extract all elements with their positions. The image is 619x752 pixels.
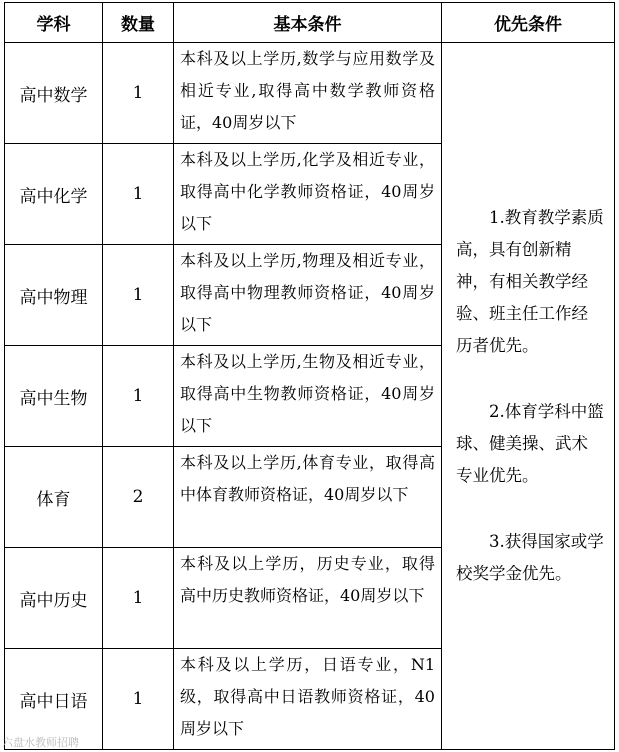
preferred-item: 1.教育教学素质高，具有创新精神，有相关教学经验、班主任工作经历者优先。 <box>456 208 604 355</box>
subject-cell: 高中数学 <box>5 43 103 144</box>
preferred-item: 2.体育学科中篮球、健美操、武术专业优先。 <box>456 402 604 485</box>
header-count: 数量 <box>103 3 174 43</box>
count-cell: 1 <box>103 548 174 649</box>
header-preferred-conditions: 优先条件 <box>442 3 615 43</box>
header-subject: 学科 <box>5 3 103 43</box>
subject-cell: 高中物理 <box>5 245 103 346</box>
subject-cell: 高中化学 <box>5 144 103 245</box>
count-cell: 1 <box>103 245 174 346</box>
count-cell: 2 <box>103 447 174 548</box>
count-cell: 1 <box>103 346 174 447</box>
table-row <box>5 43 615 144</box>
basic-conditions-cell: 本科及以上学历，日语专业，N1级，取得高中日语教师资格证，40周岁以下 <box>174 649 442 750</box>
header-row <box>5 3 615 43</box>
basic-conditions-cell: 本科及以上学历,数学与应用数学及相近专业,取得高中数学教师资格证，40周岁以下 <box>174 43 442 144</box>
count-cell: 1 <box>103 649 174 750</box>
basic-conditions-cell: 本科及以上学历,化学及相近专业，取得高中化学教师资格证，40周岁以下 <box>174 144 442 245</box>
basic-conditions-cell: 本科及以上学历，历史专业，取得高中历史教师资格证，40周岁以下 <box>174 548 442 649</box>
subject-cell: 体育 <box>5 447 103 548</box>
watermark: 六盘水教师招聘 <box>2 736 79 749</box>
count-cell: 1 <box>103 43 174 144</box>
basic-conditions-cell: 本科及以上学历,体育专业，取得高中体育教师资格证，40周岁以下 <box>174 447 442 548</box>
preferred-conditions-cell <box>442 43 615 750</box>
subject-cell: 高中历史 <box>5 548 103 649</box>
basic-conditions-cell: 本科及以上学历,生物及相近专业，取得高中生物教师资格证，40周岁以下 <box>174 346 442 447</box>
recruitment-table <box>4 2 615 750</box>
basic-conditions-cell: 本科及以上学历,物理及相近专业，取得高中物理教师资格证，40周岁以下 <box>174 245 442 346</box>
subject-cell: 高中日语 <box>5 649 103 750</box>
preferred-item: 3.获得国家或学校奖学金优先。 <box>456 532 604 583</box>
header-basic-conditions: 基本条件 <box>174 3 442 43</box>
count-cell: 1 <box>103 144 174 245</box>
subject-cell: 高中生物 <box>5 346 103 447</box>
